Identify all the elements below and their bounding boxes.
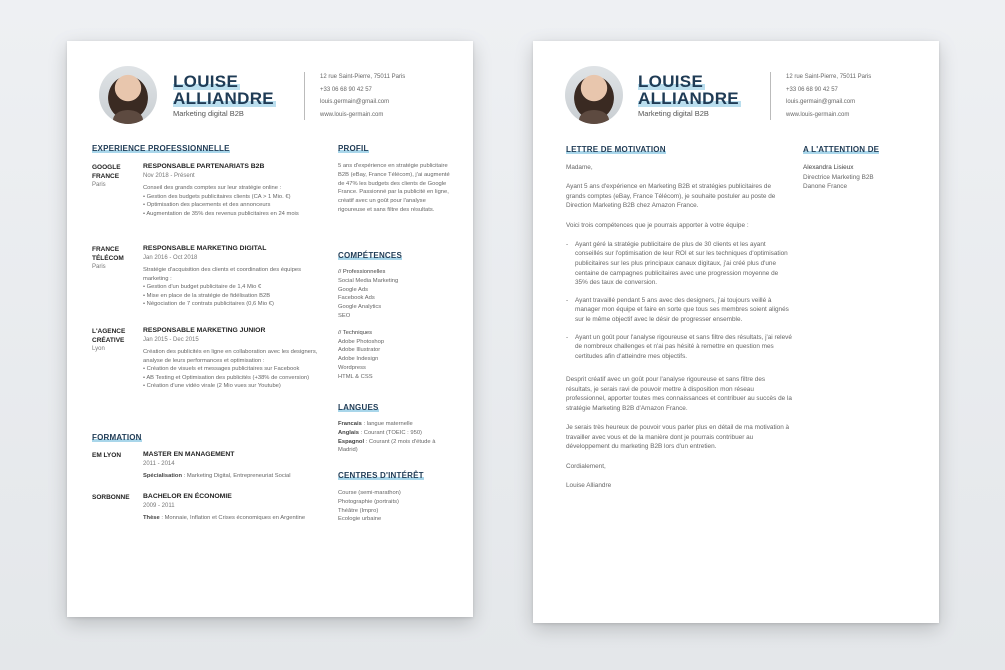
degree-detail: Spécialisation : Marketing Digital, Entrepreneuriat Social	[143, 473, 291, 479]
job-entry	[92, 327, 324, 427]
job-description: Stratégie d'acquisition des clients et coordination des équipes marketing : • Gestion d'un budget publicitaire de 1,4 Mio € • Mise en place de la stratégie de fidélisation B2B • Négociation de 7 contrats publicitaires (0,6 Mio €)	[143, 267, 302, 308]
profile-photo	[565, 66, 623, 124]
job-title: RESPONSABLE MARKETING JUNIOR	[143, 327, 266, 334]
job-title: RESPONSABLE MARKETING DIGITAL	[143, 245, 267, 252]
degree-detail: Thèse : Monnaie, Inflation et Crises économiques en Argentine	[143, 515, 306, 521]
langues-heading: LANGUES	[338, 403, 379, 412]
profile-photo	[99, 66, 157, 124]
job-entry	[92, 163, 324, 243]
degree-dates: 2009 - 2011	[143, 503, 175, 509]
degree-dates: 2011 - 2014	[143, 461, 175, 467]
formation-entry	[92, 451, 324, 491]
experience-heading: EXPERIENCE PROFESSIONNELLE	[92, 144, 230, 153]
job-company: GOOGLE FRANCE Paris	[92, 164, 121, 188]
job-entry	[92, 245, 324, 325]
job-dates: Nov 2018 - Présent	[143, 173, 195, 179]
profil-text: 5 ans d'expérience en stratégie publicitaire B2B (eBay, France Télécom), j'ai augmenté de 47% les budgets des clients de Google France. Passionné par la publicité en ligne, créatif avec un goût pour l'analyse rigoureuse et sans filtre des résultats.	[338, 163, 450, 213]
competences-heading: COMPÉTENCES	[338, 251, 402, 260]
paragraph: Je serais très heureux de pouvoir vous parler plus en détail de ma motivation à travailler avec vous et de la manière dont je pourrais contribuer au développement du marketing B2B lors d'un entretien.	[566, 424, 790, 451]
job-company: L'AGENCE CRÉATIVE Lyon	[92, 328, 126, 352]
cv-subtitle: Marketing digital B2B	[173, 109, 244, 118]
job-description: Conseil des grands comptes sur leur stratégie online : • Gestion des budgets publicitaires clients (CA > 1 Mio. €) • Optimisation des placements et des annonceurs • Augmentation de 35% des revenus publicitaires en 24 mois	[143, 185, 299, 217]
address: 12 rue Saint-Pierre, 75011 Paris	[320, 74, 406, 80]
job-description: Création des publicités en ligne en collaboration avec les designers, analyse de leurs performances et optimisation : • Création de visuels et messages publicitaires sur Facebook • AB Testing et Optimisation des publicités (+38% de conversion) • Création d'une vidéo virale (2 Mio vues sur Youtube)	[143, 349, 318, 390]
paragraph: Voici trois compétences que je pourrais apporter à votre équipe :	[566, 221, 749, 229]
closing: Cordialement,	[566, 462, 606, 470]
pro-skills-label: // Professionnelles	[338, 269, 386, 275]
letter-page	[533, 41, 939, 623]
paragraph: Ayant 5 ans d'expérience en Marketing B2B et stratégies publicitaires de grands comptes (eBay, France Télécom), je souhaite postuler au poste de Direction Marketing B2B chez Amazon France.	[566, 183, 776, 210]
email: louis.germain@gmail.com	[786, 99, 856, 105]
address: 12 rue Saint-Pierre, 75011 Paris	[786, 74, 872, 80]
job-title: RESPONSABLE PARTENARIATS B2B	[143, 163, 265, 170]
cv-page	[67, 41, 473, 617]
interets-list: Course (semi-marathon) Photographie (portraits) Théâtre (Impro) Ecologie urbaine	[338, 490, 401, 523]
phone: +33 06 68 90 42 57	[786, 86, 838, 93]
website: www.louis-germain.com	[786, 111, 850, 118]
cv-name: LOUISE ALLIANDRE	[173, 72, 274, 108]
profil-heading: PROFIL	[338, 144, 369, 153]
header-divider	[770, 72, 771, 120]
job-dates: Jan 2016 - Oct 2018	[143, 255, 198, 261]
school-name: SORBONNE	[92, 494, 130, 501]
signature: Louise Alliandre	[566, 481, 612, 489]
attention-heading: A L'ATTENTION DE	[803, 145, 880, 154]
letter-name: LOUISE ALLIANDRE	[638, 72, 739, 108]
recipient	[803, 163, 913, 192]
letter-subtitle: Marketing digital B2B	[638, 109, 709, 118]
recipient-name: Alexandra Lisieux	[803, 164, 854, 171]
interets-heading: CENTRES D'INTÉRÊT	[338, 471, 424, 480]
degree: MASTER EN MANAGEMENT	[143, 451, 235, 458]
skills-list	[566, 240, 792, 362]
website: www.louis-germain.com	[320, 111, 384, 118]
email: louis.germain@gmail.com	[320, 99, 390, 105]
formation-heading: FORMATION	[92, 433, 142, 442]
letter-body	[566, 163, 792, 500]
cv-contact	[320, 71, 405, 121]
competences-list: // Professionnelles Social Media Marketing Google Ads Facebook Ads Google Analytics SEO // Techniques Adobe Photoshop Adobe Illustrator Adobe Indesign Wordpress HTML & CSS	[338, 268, 450, 382]
langues-list: Francais : langue maternelle Anglais : Courant (TOEIC : 950) Espagnol : Courant (2 mois d'étude à Madrid)	[338, 421, 436, 454]
job-dates: Jan 2015 - Dec 2015	[143, 337, 199, 343]
header-divider	[304, 72, 305, 120]
paragraph: Desprit créatif avec un goût pour l'analyse rigoureuse et sans filtre des résultats, je serais ravi de pouvoir mettre à disposition mon réseau professionnel, apporter toutes mes connaissances et contribuer au succès de la stratégie Marketing B2B d'Amazon France.	[566, 376, 792, 413]
phone: +33 06 68 90 42 57	[320, 86, 372, 93]
lettre-heading: LETTRE DE MOTIVATION	[566, 145, 666, 154]
list-item: - Ayant travaillé pendant 5 ans avec des designers, j'ai toujours veillé à manager mon équipe et faire en sorte que tous ses membres soient alignés sur le même objectif avec le désir de progresser ensemble.	[566, 296, 792, 325]
list-item: - Ayant un goût pour l'analyse rigoureuse et sans filtre des résultats, j'ai relevé de nombreux challenges et n'ai pas hésité à remettre en question mes certitudes afin d'atteindre mes objectifs.	[566, 333, 792, 362]
recipient-company: Danone France	[803, 183, 848, 191]
school-name: EM LYON	[92, 452, 122, 459]
job-company: FRANCE TÉLÉCOM Paris	[92, 246, 124, 270]
formation-entry	[92, 493, 324, 538]
tech-skills-label: // Techniques	[338, 329, 373, 336]
degree: BACHELOR EN ÉCONOMIE	[143, 493, 232, 500]
recipient-role: Directrice Marketing B2B	[803, 173, 874, 181]
list-item: - Ayant géré la stratégie publicitaire de plus de 30 clients et les ayant conseillés sur l'optimisation de leur ROI et sur les techniques d'optimisation publicitaires sur les plus principaux canaux digitaux, j'ai créé plus d'une centaine de campagnes publicitaires avec une progression moyenne de 35% des taux de conversion.	[566, 240, 792, 288]
letter-contact	[786, 71, 871, 121]
salutation: Madame,	[566, 164, 593, 171]
